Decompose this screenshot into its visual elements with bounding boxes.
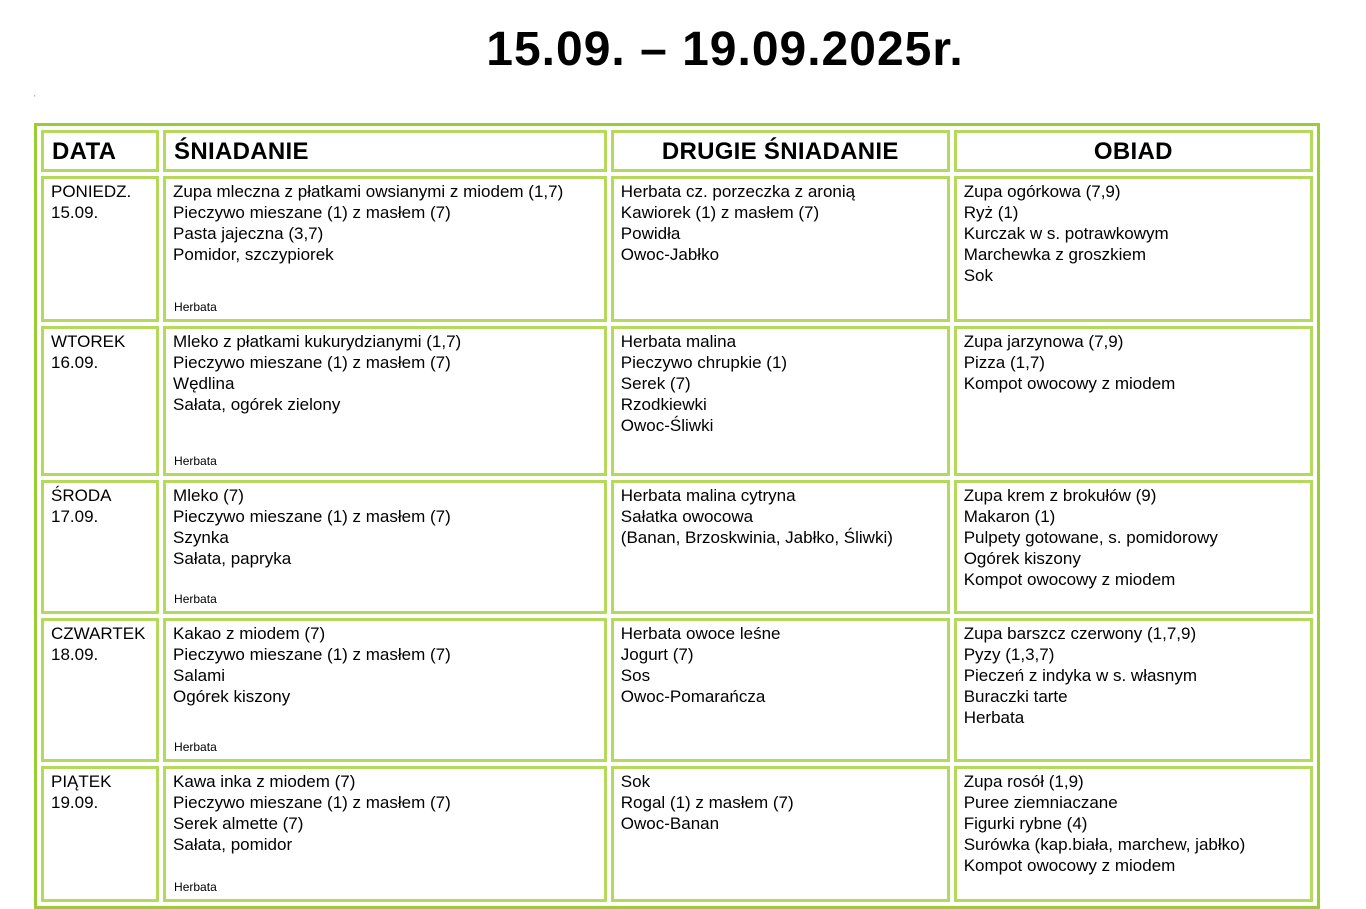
lunch-cell bbox=[954, 480, 1313, 614]
breakfast-tea-note: Herbata bbox=[174, 740, 217, 754]
menu-item: Serek (7) bbox=[620, 374, 691, 393]
breakfast-tea-note: Herbata bbox=[174, 592, 217, 606]
menu-item: Kurczak w s. potrawkowym bbox=[963, 224, 1169, 243]
menu-item: Pieczywo chrupkie (1) bbox=[620, 353, 788, 372]
day-name: CZWARTEK bbox=[51, 624, 146, 643]
menu-item: Kompot owocowy z miodem bbox=[963, 856, 1176, 875]
menu-item: Zupa mleczna z płatkami owsianymi z miodem (1,7) bbox=[173, 182, 564, 201]
menu-item: Zupa jarzynowa (7,9) bbox=[963, 332, 1124, 351]
menu-item: Sos bbox=[620, 666, 651, 685]
menu-item: Pieczywo mieszane (1) z masłem (7) bbox=[173, 353, 451, 372]
menu-item: Sałatka owocowa bbox=[620, 507, 754, 526]
day-date: 17.09. bbox=[51, 507, 99, 526]
day-name: PIĄTEK bbox=[51, 772, 112, 791]
breakfast-cell bbox=[163, 176, 607, 322]
menu-item: Sałata, ogórek zielony bbox=[173, 395, 341, 414]
menu-item: Szynka bbox=[173, 528, 229, 547]
menu-table bbox=[34, 123, 1320, 909]
lunch-cell bbox=[954, 766, 1313, 902]
header-date: DATA bbox=[41, 130, 159, 172]
header-row bbox=[41, 130, 1313, 172]
menu-item: Sok bbox=[620, 772, 651, 791]
menu-item: Ryż (1) bbox=[963, 203, 1019, 222]
menu-item: Zupa rosół (1,9) bbox=[963, 772, 1084, 791]
menu-item: Owoc-Pomarańcza bbox=[620, 687, 766, 706]
menu-item: Owoc-Śliwki bbox=[620, 416, 714, 435]
menu-item: Pomidor, szczypiorek bbox=[173, 245, 334, 264]
menu-item: Sałata, papryka bbox=[173, 549, 292, 568]
menu-item: Pulpety gotowane, s. pomidorowy bbox=[963, 528, 1218, 547]
menu-item: Pieczywo mieszane (1) z masłem (7) bbox=[173, 793, 451, 812]
menu-item: Surówka (kap.biała, marchew, jabłko) bbox=[963, 835, 1246, 854]
day-cell bbox=[41, 480, 159, 614]
breakfast-cell bbox=[163, 480, 607, 614]
menu-item: (Banan, Brzoskwinia, Jabłko, Śliwki) bbox=[620, 528, 893, 547]
day-date: 18.09. bbox=[51, 645, 99, 664]
menu-item: Herbata owoce leśne bbox=[620, 624, 781, 643]
second-breakfast-cell bbox=[611, 326, 950, 476]
second-breakfast-cell bbox=[611, 176, 950, 322]
menu-item: Kompot owocowy z miodem bbox=[963, 570, 1176, 589]
day-name: PONIEDZ. bbox=[51, 182, 132, 201]
breakfast-cell bbox=[163, 326, 607, 476]
table-row bbox=[41, 480, 1313, 614]
day-name: ŚRODA bbox=[51, 486, 112, 505]
menu-item: Marchewka z groszkiem bbox=[963, 245, 1147, 264]
menu-item: Kakao z miodem (7) bbox=[173, 624, 326, 643]
menu-item: Zupa krem z brokułów (9) bbox=[963, 486, 1157, 505]
menu-item: Pieczeń z indyka w s. własnym bbox=[963, 666, 1198, 685]
stray-mark: , bbox=[34, 92, 36, 98]
header-second-breakfast: DRUGIE ŚNIADANIE bbox=[611, 130, 950, 172]
header-breakfast: ŚNIADANIE bbox=[163, 130, 607, 172]
menu-item: Salami bbox=[173, 666, 226, 685]
menu-item: Pieczywo mieszane (1) z masłem (7) bbox=[173, 203, 451, 222]
table-row bbox=[41, 326, 1313, 476]
lunch-cell bbox=[954, 618, 1313, 762]
menu-item: Herbata malina cytryna bbox=[620, 486, 796, 505]
table-row bbox=[41, 176, 1313, 322]
breakfast-tea-note: Herbata bbox=[174, 454, 217, 468]
day-cell bbox=[41, 618, 159, 762]
menu-item: Pieczywo mieszane (1) z masłem (7) bbox=[173, 507, 451, 526]
day-date: 19.09. bbox=[51, 793, 99, 812]
menu-item: Sok bbox=[963, 266, 993, 285]
menu-item: Mleko z płatkami kukurydzianymi (1,7) bbox=[173, 332, 462, 351]
menu-item: Figurki rybne (4) bbox=[963, 814, 1088, 833]
menu-item: Ogórek kiszony bbox=[173, 687, 291, 706]
second-breakfast-cell bbox=[611, 766, 950, 902]
menu-item: Sałata, pomidor bbox=[173, 835, 293, 854]
menu-item: Kompot owocowy z miodem bbox=[963, 374, 1176, 393]
table-row bbox=[41, 766, 1313, 902]
table-row bbox=[41, 618, 1313, 762]
menu-item: Wędlina bbox=[173, 374, 235, 393]
menu-item: Herbata malina bbox=[620, 332, 737, 351]
menu-item: Ogórek kiszony bbox=[963, 549, 1081, 568]
day-name: WTOREK bbox=[51, 332, 126, 351]
menu-item: Herbata cz. porzeczka z aronią bbox=[620, 182, 856, 201]
menu-item: Zupa ogórkowa (7,9) bbox=[963, 182, 1121, 201]
menu-item: Rzodkiewki bbox=[620, 395, 707, 414]
menu-item: Rogal (1) z masłem (7) bbox=[620, 793, 794, 812]
menu-item: Puree ziemniaczane bbox=[963, 793, 1118, 812]
menu-item: Pieczywo mieszane (1) z masłem (7) bbox=[173, 645, 451, 664]
menu-item: Kawa inka z miodem (7) bbox=[173, 772, 356, 791]
menu-item: Pasta jajeczna (3,7) bbox=[173, 224, 324, 243]
lunch-cell bbox=[954, 176, 1313, 322]
breakfast-cell bbox=[163, 766, 607, 902]
header-lunch: OBIAD bbox=[954, 130, 1313, 172]
day-cell bbox=[41, 766, 159, 902]
menu-item: Jogurt (7) bbox=[620, 645, 694, 664]
menu-item: Makaron (1) bbox=[963, 507, 1056, 526]
menu-item: Pizza (1,7) bbox=[963, 353, 1045, 372]
lunch-cell bbox=[954, 326, 1313, 476]
menu-item: Buraczki tarte bbox=[963, 687, 1068, 706]
breakfast-cell bbox=[163, 618, 607, 762]
second-breakfast-cell bbox=[611, 618, 950, 762]
menu-item: Kawiorek (1) z masłem (7) bbox=[620, 203, 820, 222]
page-title: 15.09. – 19.09.2025r. bbox=[486, 23, 964, 76]
day-cell bbox=[41, 176, 159, 322]
menu-item: Zupa barszcz czerwony (1,7,9) bbox=[963, 624, 1197, 643]
day-date: 16.09. bbox=[51, 353, 99, 372]
menu-item: Owoc-Jabłko bbox=[620, 245, 720, 264]
second-breakfast-cell bbox=[611, 480, 950, 614]
menu-item: Serek almette (7) bbox=[173, 814, 304, 833]
menu-item: Owoc-Banan bbox=[620, 814, 720, 833]
day-date: 15.09. bbox=[51, 203, 99, 222]
menu-item: Herbata bbox=[963, 708, 1025, 727]
breakfast-tea-note: Herbata bbox=[174, 300, 217, 314]
menu-item: Powidła bbox=[620, 224, 681, 243]
menu-item: Mleko (7) bbox=[173, 486, 244, 505]
breakfast-tea-note: Herbata bbox=[174, 880, 217, 894]
day-cell bbox=[41, 326, 159, 476]
menu-item: Pyzy (1,3,7) bbox=[963, 645, 1055, 664]
